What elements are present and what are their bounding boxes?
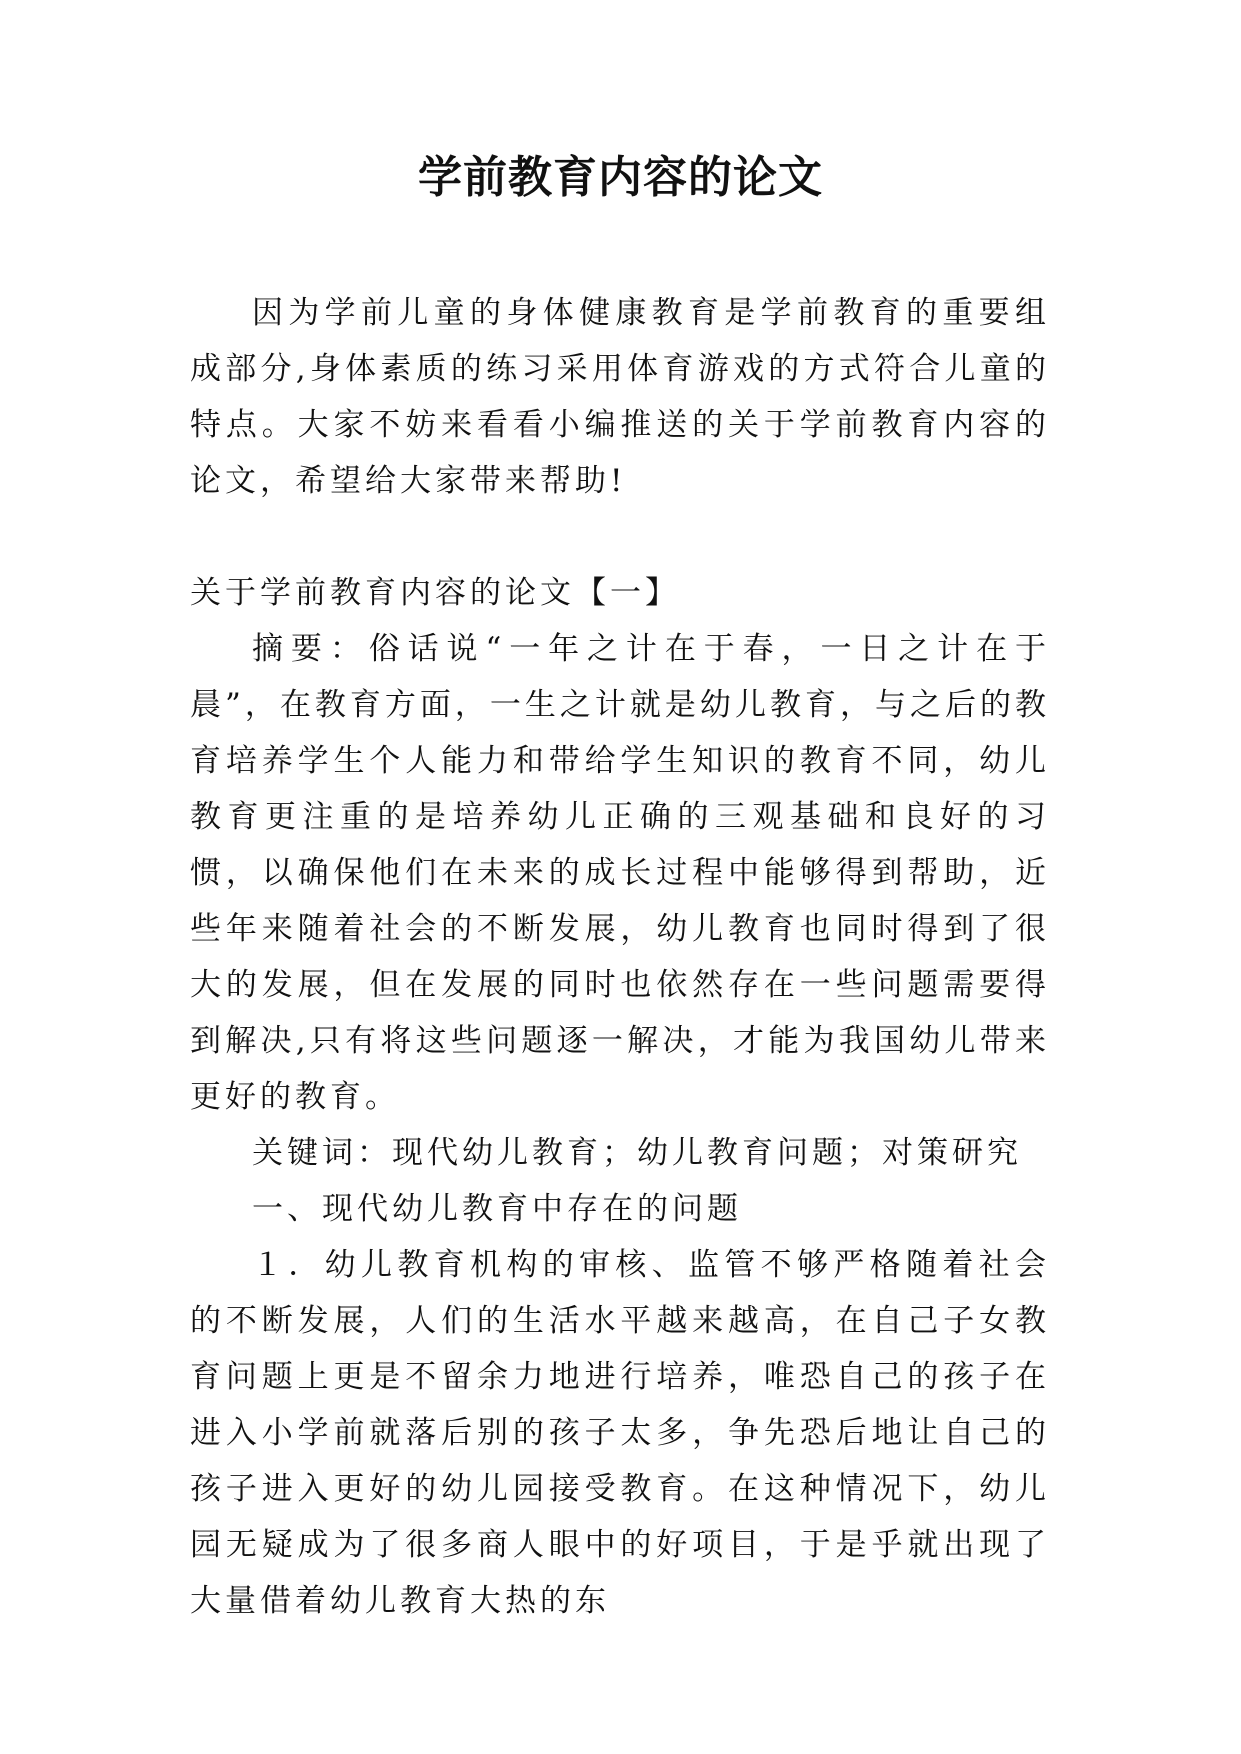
subheading: 一、现代幼儿教育中存在的问题 (252, 1191, 742, 1227)
intro-paragraph: 因为学前儿童的身体健康教育是学前教育的重要组成部分,身体素质的练习采用体育游戏的方式符合儿童的特点。大家不妨来看看小编推送的关于学前教育内容的论文，希望给大家带来帮助! (190, 295, 1050, 499)
abstract-paragraph: 摘要：俗话说“一年之计在于春，一日之计在于晨”，在教育方面，一生之计就是幼儿教育，与之后的教育培养学生个人能力和带给学生知识的教育不同，幼儿教育更注重的是培养幼儿正确的三观基础和良好的习惯，以确保他们在未来的成长过程中能够得到帮助，近些年来随着社会的不断发展，幼儿教育也同时得到了很大的发展，但在发展的同时也依然存在一些问题需要得到解决,只有将这些问题逐一解决，才能为我国幼儿带来更好的教育。 (190, 631, 1050, 1115)
page-title: 学前教育内容的论文 (418, 152, 823, 203)
point-1-paragraph: １．幼儿教育机构的审核、监管不够严格随着社会的不断发展，人们的生活水平越来越高，在自己子女教育问题上更是不留余力地进行培养，唯恐自己的孩子在进入小学前就落后别的孩子太多，争先恐后地让自己的孩子进入更好的幼儿园接受教育。在这种情况下，幼儿园无疑成为了很多商人眼中的好项目，于是乎就出现了大量借着幼儿教育大热的东 (190, 1247, 1050, 1619)
paragraph-spacer (190, 509, 1050, 565)
keywords-line: 关键词：现代幼儿教育；幼儿教育问题；对策研究 (252, 1135, 1022, 1171)
section-heading: 关于学前教育内容的论文【一】 (190, 575, 680, 611)
document-body (190, 285, 1050, 1629)
